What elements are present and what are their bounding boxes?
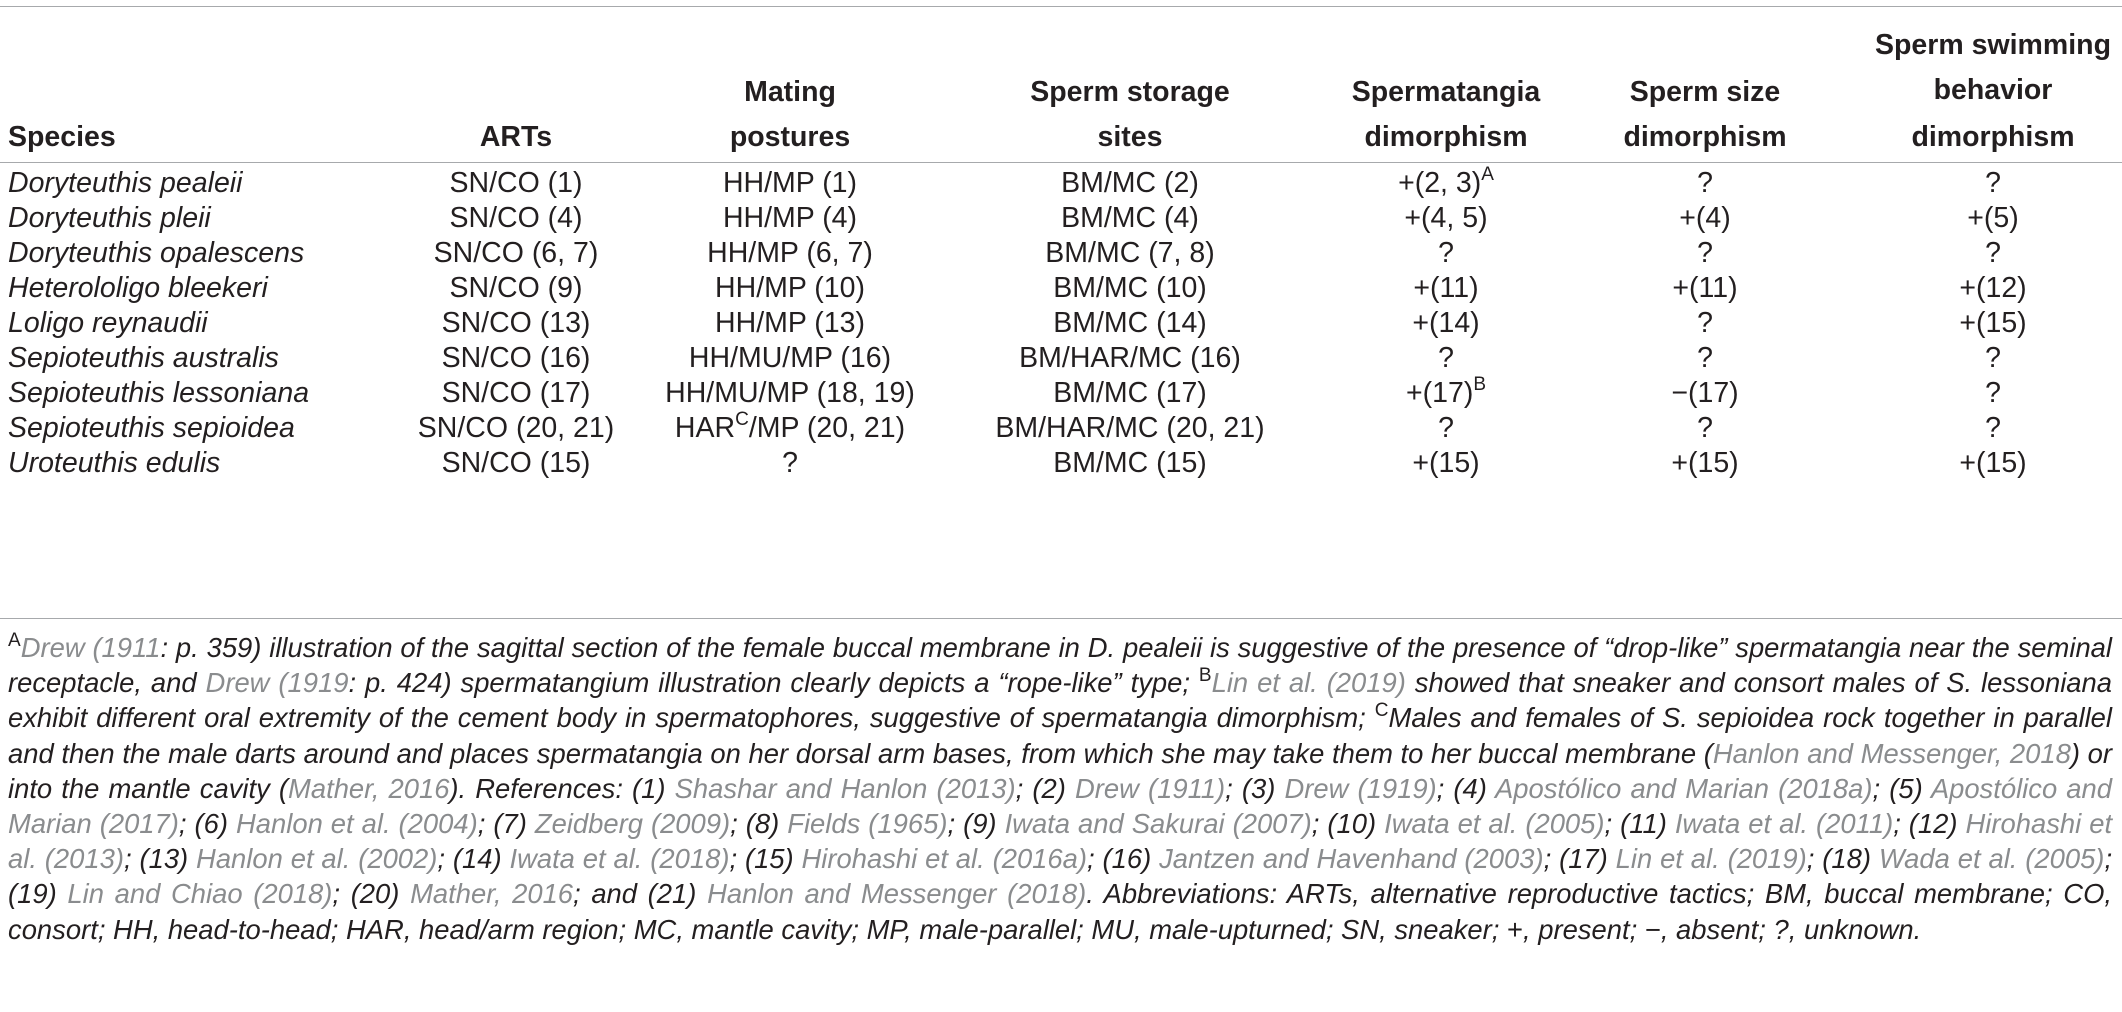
cell-text: +(15) bbox=[1671, 447, 1739, 479]
cell-text: +(15) bbox=[1959, 447, 2027, 479]
ref-link[interactable]: Drew (1919) bbox=[1284, 772, 1437, 804]
footnote-text: ; (5) bbox=[1872, 772, 1931, 804]
footnote-text: ; (8) bbox=[730, 808, 788, 840]
cell-text: HAR bbox=[674, 412, 736, 444]
ref-link[interactable]: Hirohashi et al. (2013) bbox=[8, 808, 2113, 875]
cell-species bbox=[8, 440, 388, 487]
cell-text: Sepioteuthis australis bbox=[8, 342, 279, 374]
header-species: Species bbox=[8, 121, 116, 153]
header-swim-line1: Sperm swimming bbox=[1875, 29, 2111, 61]
ref-link[interactable]: Apostólico and Marian (2018a) bbox=[1494, 772, 1873, 804]
footnote-text: ) or into the mantle cavity ( bbox=[8, 737, 2112, 804]
footnote-text: ; (15) bbox=[729, 843, 802, 875]
footnote-text: . Abbreviations: ARTs, alternative reproductive tactics; BM, buccal membrane; CO, consort; HH, head-to-head; HAR, head/arm region; MC, mantle cavity; MP, male-parallel; MU, male-upturned; SN, sneaker; bbox=[8, 878, 2112, 945]
footnote-text: , absent; ?, unknown. bbox=[1660, 913, 1922, 945]
footnote-marker-b: B bbox=[1198, 665, 1212, 687]
header-spermatangia-line1: Spermatangia bbox=[1351, 76, 1541, 108]
cell-text: +(14) bbox=[1412, 307, 1480, 339]
cell-text: Doryteuthis pealeii bbox=[8, 167, 243, 199]
cell-text: +(15) bbox=[1412, 447, 1480, 479]
header-mating-line2: postures bbox=[729, 121, 851, 153]
cell-text: ? bbox=[1438, 237, 1454, 269]
footnote-text: : p. 359) illustration of the sagittal section of the female buccal membrane in D. pealeii is suggestive of the presence of “drop-like” spermatangia near the seminal receptacle, and bbox=[8, 632, 2112, 699]
footnote-text: ; (9) bbox=[947, 808, 1005, 840]
ref-link[interactable]: Hanlon et al. (2002) bbox=[196, 843, 438, 875]
cell-text: HH/MP (1) bbox=[722, 167, 858, 199]
cell-text: Loligo reynaudii bbox=[8, 307, 208, 339]
ref-link[interactable]: Drew bbox=[20, 632, 85, 663]
footnote-marker-c: C bbox=[1374, 700, 1389, 722]
ref-link[interactable]: Wada et al. (2005) bbox=[1878, 843, 2105, 875]
cell-text: +(2, 3) bbox=[1398, 167, 1482, 199]
table-footnote bbox=[8, 630, 2112, 947]
cell-text: BM/HAR/MC (20, 21) bbox=[995, 412, 1265, 444]
cell-arts bbox=[416, 440, 616, 487]
cell-text: HH/MU/MP (16) bbox=[688, 342, 892, 374]
footnote-text: ; (17) bbox=[1543, 843, 1616, 875]
cell-text: +(5) bbox=[1967, 202, 2019, 234]
header-size-line2: dimorphism bbox=[1623, 121, 1787, 153]
cell-text: ? bbox=[1985, 342, 2001, 374]
cell-text: −(17) bbox=[1671, 377, 1739, 409]
header-swim-line3: dimorphism bbox=[1911, 121, 2075, 153]
ref-link[interactable]: Hanlon and Messenger, 2018 bbox=[1712, 737, 2071, 769]
ref-link[interactable]: Fields (1965) bbox=[787, 808, 948, 840]
cell-text: HH/MU/MP (18, 19) bbox=[665, 377, 915, 409]
cell-text: HH/MP (13) bbox=[715, 307, 865, 339]
header-spermatangia-line2: dimorphism bbox=[1364, 121, 1528, 153]
cell-text: +(17) bbox=[1405, 377, 1474, 409]
cell-text: +(12) bbox=[1959, 272, 2027, 304]
footnote-text: ; (4) bbox=[1436, 772, 1495, 804]
ref-link[interactable]: Iwata and Sakurai (2007) bbox=[1004, 808, 1312, 840]
ref-link[interactable]: Iwata et al. (2018) bbox=[509, 843, 730, 875]
cell-text: BM/MC (10) bbox=[1053, 272, 1207, 304]
cell-text: Heterololigo bleekeri bbox=[8, 272, 268, 304]
ref-link[interactable]: Jantzen and Havenhand (2003) bbox=[1159, 843, 1544, 875]
ref-link[interactable]: Lin and Chiao (2018) bbox=[67, 878, 333, 910]
cell-text: SN/CO (1) bbox=[449, 167, 583, 199]
cell-text: ? bbox=[1697, 342, 1713, 374]
ref-link[interactable]: Lin et al. (2019) bbox=[1615, 843, 1807, 875]
footnote-text: ; (20) bbox=[332, 878, 411, 910]
cell-spermatangia bbox=[1306, 440, 1586, 487]
cell-text: SN/CO (20, 21) bbox=[417, 412, 615, 444]
cell-text: BM/MC (2) bbox=[1061, 167, 1199, 199]
ref-link[interactable]: Iwata et al. (2005) bbox=[1384, 808, 1605, 840]
cell-text: SN/CO (13) bbox=[441, 307, 591, 339]
cell-text: BM/MC (4) bbox=[1061, 202, 1199, 234]
ref-link[interactable]: Lin et al. (2019) bbox=[1211, 667, 1406, 699]
footnote-marker: A bbox=[1481, 163, 1494, 185]
cell-text: +(15) bbox=[1959, 307, 2027, 339]
cell-text: BM/MC (15) bbox=[1053, 447, 1207, 479]
cell-text: ? bbox=[1985, 237, 2001, 269]
cell-text: ? bbox=[1697, 237, 1713, 269]
footnote-marker: B bbox=[1473, 373, 1486, 395]
footnote-text: ; (6) bbox=[178, 808, 236, 840]
cell-text: SN/CO (16) bbox=[441, 342, 591, 374]
cell-text: +(11) bbox=[1672, 272, 1738, 304]
footnote-text: ; (13) bbox=[123, 843, 197, 875]
cell-text: HH/MP (6, 7) bbox=[707, 237, 873, 269]
footnote-text: ; (14) bbox=[437, 843, 510, 875]
cell-text: +(4, 5) bbox=[1404, 202, 1488, 234]
cell-text: BM/HAR/MC (16) bbox=[1019, 342, 1241, 374]
cell-text: +(11) bbox=[1413, 272, 1479, 304]
cell-text: ? bbox=[1697, 412, 1713, 444]
footnote-text: ; (7) bbox=[477, 808, 535, 840]
footnote-text: ; (16) bbox=[1087, 843, 1160, 875]
header-arts: ARTs bbox=[479, 121, 553, 153]
bottom-rule bbox=[0, 618, 2122, 619]
cell-text: ? bbox=[1438, 412, 1454, 444]
ref-link[interactable]: Hirohashi et al. (2016a) bbox=[801, 843, 1088, 875]
cell-text: ? bbox=[1985, 377, 2001, 409]
cell-text: SN/CO (4) bbox=[449, 202, 583, 234]
cell-text: ? bbox=[1697, 307, 1713, 339]
ref-link[interactable]: Shashar and Hanlon (2013) bbox=[674, 772, 1016, 804]
cell-text: BM/MC (14) bbox=[1053, 307, 1207, 339]
ref-link[interactable]: Iwata et al. (2011) bbox=[1674, 808, 1894, 840]
header-size-line1: Sperm size bbox=[1629, 76, 1781, 108]
footnote-text: ; and (21) bbox=[573, 878, 708, 910]
footnote-text: ; (3) bbox=[1225, 772, 1285, 804]
cell-mating-postures bbox=[650, 440, 930, 487]
cell-text: Doryteuthis pleii bbox=[8, 202, 211, 234]
footnote-text: showed that sneaker and consort males of S. lessoniana exhibit different oral extremity of the cement body in spermatophores, suggestive of spermatangia dimorphism; bbox=[8, 667, 2113, 734]
cell-text: Sepioteuthis lessoniana bbox=[8, 377, 310, 409]
footnote-text: : p. 424) spermatangium illustration clearly depicts a “rope-like” type; bbox=[348, 667, 1199, 699]
cell-sperm-swimming bbox=[1853, 440, 2122, 487]
cell-text: Sepioteuthis sepioidea bbox=[8, 412, 295, 444]
ref-link[interactable]: Zeidberg (2009) bbox=[534, 808, 731, 840]
ref-link[interactable]: Hanlon and Messenger (2018) bbox=[707, 878, 1087, 910]
cell-text: /MP (20, 21) bbox=[748, 412, 906, 444]
header-storage-line1: Sperm storage bbox=[1030, 76, 1230, 108]
cell-text: Doryteuthis opalescens bbox=[8, 237, 305, 269]
ref-link[interactable]: Apostólico and Marian (2017) bbox=[8, 772, 2112, 840]
cell-text: ? bbox=[1438, 342, 1454, 374]
cell-text: +(4) bbox=[1679, 202, 1731, 234]
header-storage-line2: sites bbox=[1097, 121, 1163, 153]
minus-symbol: − bbox=[1644, 913, 1661, 945]
cell-text: SN/CO (15) bbox=[441, 447, 591, 479]
cell-text: BM/MC (7, 8) bbox=[1045, 237, 1215, 269]
header-mating-line1: Mating bbox=[744, 76, 836, 108]
cell-text: SN/CO (9) bbox=[449, 272, 583, 304]
cell-text: ? bbox=[782, 447, 798, 479]
footnote-text: ; (12) bbox=[1893, 808, 1966, 840]
footnote-text: ; (19) bbox=[8, 843, 2113, 910]
footnote-text: ). References: (1) bbox=[449, 772, 675, 804]
ref-link[interactable]: Mather, 2016 bbox=[288, 772, 450, 804]
ref-link[interactable]: Hanlon et al. (2004) bbox=[236, 808, 478, 840]
cell-text: HH/MP (4) bbox=[722, 202, 858, 234]
cell-text: HH/MP (10) bbox=[715, 272, 865, 304]
cell-sperm-size bbox=[1565, 440, 1845, 487]
footnote-text: ; (11) bbox=[1604, 808, 1675, 840]
cell-storage-sites bbox=[990, 440, 1270, 487]
footnote-text: ; (18) bbox=[1806, 843, 1879, 875]
ref-link[interactable]: Mather, 2016 bbox=[410, 878, 574, 910]
cell-text: BM/MC (17) bbox=[1053, 377, 1207, 409]
ref-link[interactable]: Drew bbox=[205, 667, 270, 699]
footnote-marker: C bbox=[735, 408, 749, 430]
footnote-text: , present; bbox=[1523, 913, 1645, 945]
header-swim-line2: behavior bbox=[1933, 74, 2053, 106]
cell-text: ? bbox=[1985, 167, 2001, 199]
ref-link[interactable]: (1911 bbox=[84, 632, 161, 663]
footnote-text: ; (2) bbox=[1015, 772, 1075, 804]
footnote-text: ; (10) bbox=[1311, 808, 1385, 840]
cell-text: ? bbox=[1697, 167, 1713, 199]
footnote-text: Males and females of S. sepioidea rock together in parallel and then the male darts around and places spermatangia on her dorsal arm bases, from which she may take them to her buccal membrane ( bbox=[8, 702, 2112, 769]
table-row bbox=[0, 440, 2122, 487]
cell-text: SN/CO (6, 7) bbox=[433, 237, 599, 269]
ref-link[interactable]: Drew (1911) bbox=[1074, 772, 1226, 804]
cell-text: ? bbox=[1985, 412, 2001, 444]
plus-symbol: + bbox=[1507, 913, 1523, 945]
cell-text: Uroteuthis edulis bbox=[8, 447, 221, 479]
cell-text: SN/CO (17) bbox=[441, 377, 591, 409]
footnote-marker-a: A bbox=[8, 629, 21, 651]
top-rule bbox=[0, 6, 2122, 7]
ref-link[interactable]: (1919 bbox=[269, 667, 349, 699]
